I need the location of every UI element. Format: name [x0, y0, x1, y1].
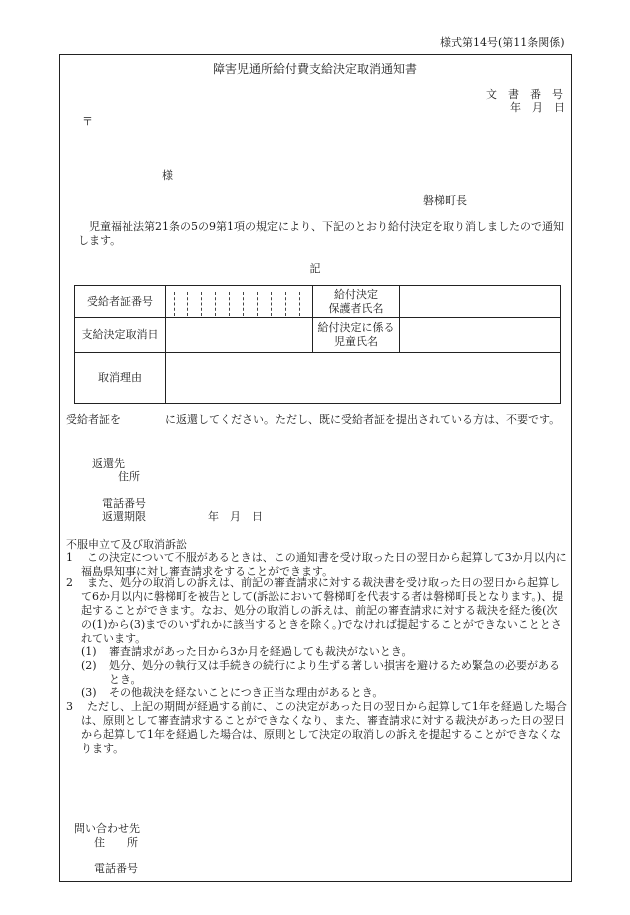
- return-text: 受給者証を に返還してください。ただし、既に受給者証を提出されている方は、不要です。: [66, 413, 561, 426]
- appeal-heading: 不服申立て及び取消訴訟: [66, 538, 187, 551]
- cancel-date-value: [166, 318, 313, 353]
- recipient-number-label: 受給者証番号: [75, 286, 166, 318]
- form-number: 様式第14号(第11条関係): [440, 36, 565, 49]
- document-title: 障害児通所給付費支給決定取消通知書: [212, 62, 417, 76]
- appeal-item-3-number: 3: [66, 700, 73, 713]
- info-table: [74, 285, 561, 404]
- return-address-label: 住所: [118, 470, 140, 483]
- appeal-sub-1: 審査請求があった日から3か月を経過しても裁決がないとき。: [109, 645, 413, 658]
- return-to-label: 返還先: [92, 457, 125, 470]
- date-label: 年 月 日: [510, 101, 565, 114]
- doc-number-label: 文 書 番 号: [486, 88, 563, 101]
- child-name-value: [400, 318, 561, 353]
- document-frame: [59, 54, 572, 882]
- postal-mark: 〒: [82, 115, 93, 128]
- appeal-sub-3-number: (3): [81, 686, 97, 699]
- appeal-item-1-number: 1: [66, 551, 73, 564]
- appeal-sub-2-number: (2): [81, 659, 97, 672]
- guardian-name-value: [400, 286, 561, 318]
- issuer-name: 磐梯町長: [423, 194, 467, 207]
- body-text: 児童福祉法第21条の5の9第1項の規定により、下記のとおり給付決定を取り消しましたので通知します。: [78, 220, 564, 247]
- ki-heading: 記: [309, 262, 321, 275]
- contact-address-label: 住 所: [94, 836, 138, 849]
- contact-phone-label: 電話番号: [94, 862, 138, 875]
- appeal-item-3: ただし、上記の期間が経過する前に、この決定があった日の翌日から起算して1年を経過した場合は、原則として審査請求することができなくなり、また、審査請求に対する裁決があった日の翌日から起算して1年を経過した場合は、原則として決定の取消しの訴えを提起することができなくなります。: [81, 700, 567, 755]
- return-deadline-label: 返還期限: [102, 510, 146, 523]
- addressee-suffix: 様: [162, 169, 173, 182]
- appeal-item-1: この決定について不服があるときは、この通知書を受け取った日の翌日から起算して3か月以内に福島県知事に対し審査請求をすることができます。: [81, 551, 567, 578]
- appeal-sub-2: 処分、処分の執行又は手続きの続行により生ずる著しい損害を避けるため緊急の必要があるとき。: [109, 659, 560, 686]
- child-name-label: 給付決定に係る 児童氏名: [313, 318, 400, 353]
- guardian-name-label: 給付決定 保護者氏名: [313, 286, 400, 318]
- reason-value: [166, 353, 561, 404]
- digit-boxes: [174, 288, 312, 316]
- appeal-sub-1-number: (1): [81, 645, 97, 658]
- recipient-number-field: [166, 286, 313, 318]
- return-phone-label: 電話番号: [102, 497, 146, 510]
- return-deadline-date: 年 月 日: [208, 510, 263, 523]
- appeal-sub-3: その他裁決を経ないことにつき正当な理由があるとき。: [109, 686, 384, 699]
- contact-heading: 問い合わせ先: [74, 822, 140, 835]
- appeal-item-2: また、処分の取消しの訴えは、前記の審査請求に対する裁決書を受け取った日の翌日から起算して6か月以内に磐梯町を被告として(訴訟において磐梯町を代表する者は磐梯町長となります。)、提起することができます。なお、処分の取消しの訴えは、前記の審査請求に対する裁決を経た後(次の(1)から(3)までのいずれかに該当するときを除く。)でなければ提起することができないこととされています。: [81, 576, 564, 645]
- appeal-item-2-number: 2: [66, 576, 73, 589]
- cancel-date-label: 支給決定取消日: [75, 318, 166, 353]
- reason-label: 取消理由: [75, 353, 166, 404]
